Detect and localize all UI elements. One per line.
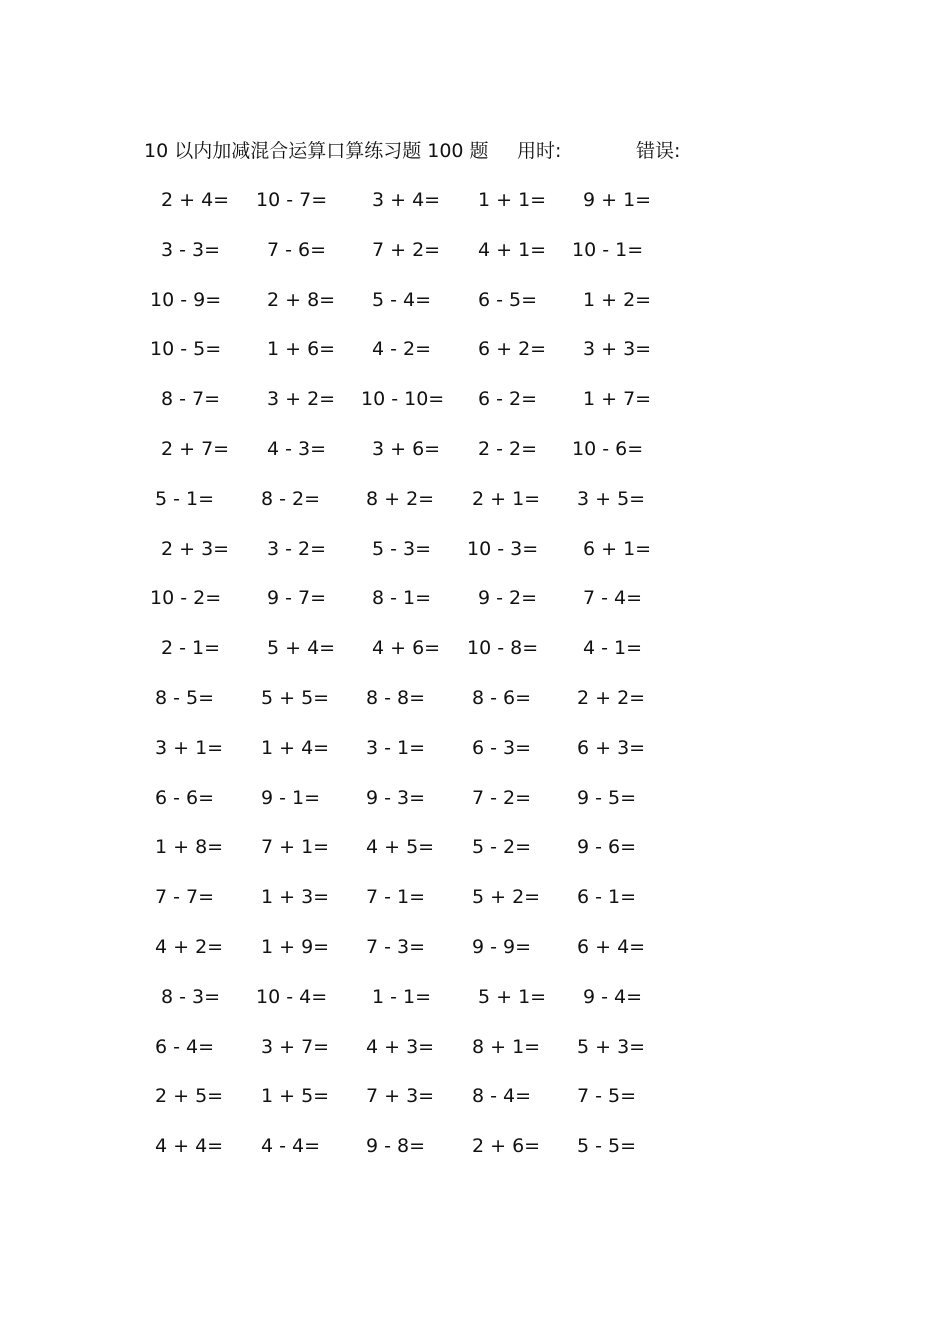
problem-cell: 8 + 2= bbox=[366, 488, 435, 510]
problem-cell: 2 + 3= bbox=[161, 538, 230, 560]
problem-cell: 9 - 7= bbox=[267, 587, 327, 609]
problem-cell: 2 + 6= bbox=[472, 1135, 541, 1157]
problem-cell: 3 + 4= bbox=[372, 189, 441, 211]
problem-cell: 4 + 5= bbox=[366, 836, 435, 858]
problem-cell: 4 + 3= bbox=[366, 1036, 435, 1058]
problem-cell: 6 - 5= bbox=[478, 289, 538, 311]
problem-row bbox=[0, 832, 950, 862]
problem-cell: 5 + 5= bbox=[261, 687, 330, 709]
problem-cell: 3 + 1= bbox=[155, 737, 224, 759]
problem-cell: 6 - 2= bbox=[478, 388, 538, 410]
problem-cell: 10 - 1= bbox=[572, 239, 644, 261]
problem-cell: 2 - 1= bbox=[161, 637, 221, 659]
problem-cell: 1 + 2= bbox=[583, 289, 652, 311]
problem-cell: 1 - 1= bbox=[372, 986, 432, 1008]
problem-cell: 7 - 1= bbox=[366, 886, 426, 908]
problem-cell: 3 - 1= bbox=[366, 737, 426, 759]
problem-row bbox=[0, 683, 950, 713]
problem-cell: 6 - 4= bbox=[155, 1036, 215, 1058]
problem-cell: 2 + 7= bbox=[161, 438, 230, 460]
problem-cell: 9 + 1= bbox=[583, 189, 652, 211]
problem-cell: 9 - 4= bbox=[583, 986, 643, 1008]
problem-cell: 5 - 3= bbox=[372, 538, 432, 560]
problem-row bbox=[0, 185, 950, 215]
problem-cell: 6 + 1= bbox=[583, 538, 652, 560]
problem-cell: 4 - 3= bbox=[267, 438, 327, 460]
problem-cell: 7 - 4= bbox=[583, 587, 643, 609]
problem-cell: 10 - 2= bbox=[150, 587, 222, 609]
problem-cell: 6 + 3= bbox=[577, 737, 646, 759]
problem-cell: 1 + 4= bbox=[261, 737, 330, 759]
problem-cell: 4 - 1= bbox=[583, 637, 643, 659]
problem-cell: 9 - 6= bbox=[577, 836, 637, 858]
problem-cell: 10 - 3= bbox=[467, 538, 539, 560]
problem-cell: 4 + 4= bbox=[155, 1135, 224, 1157]
problem-cell: 9 - 1= bbox=[261, 787, 321, 809]
problem-cell: 7 - 2= bbox=[472, 787, 532, 809]
problem-row bbox=[0, 1131, 950, 1161]
problem-cell: 2 + 8= bbox=[267, 289, 336, 311]
problem-cell: 5 - 1= bbox=[155, 488, 215, 510]
problem-cell: 8 - 4= bbox=[472, 1085, 532, 1107]
problem-row bbox=[0, 1081, 950, 1111]
problem-cell: 7 - 7= bbox=[155, 886, 215, 908]
problem-cell: 5 - 5= bbox=[577, 1135, 637, 1157]
time-used-label: 用时: bbox=[517, 140, 562, 162]
problem-row bbox=[0, 285, 950, 315]
problem-cell: 7 + 3= bbox=[366, 1085, 435, 1107]
problem-cell: 4 + 1= bbox=[478, 239, 547, 261]
problem-cell: 8 - 5= bbox=[155, 687, 215, 709]
problem-cell: 10 - 4= bbox=[256, 986, 328, 1008]
problem-cell: 5 + 3= bbox=[577, 1036, 646, 1058]
problem-cell: 1 + 5= bbox=[261, 1085, 330, 1107]
problem-cell: 5 + 2= bbox=[472, 886, 541, 908]
problem-cell: 10 - 7= bbox=[256, 189, 328, 211]
problem-cell: 7 - 3= bbox=[366, 936, 426, 958]
problem-cell: 6 + 2= bbox=[478, 338, 547, 360]
problem-row bbox=[0, 484, 950, 514]
problem-cell: 7 + 1= bbox=[261, 836, 330, 858]
problem-cell: 3 + 6= bbox=[372, 438, 441, 460]
problem-cell: 4 - 2= bbox=[372, 338, 432, 360]
problem-cell: 4 + 2= bbox=[155, 936, 224, 958]
problem-row bbox=[0, 1032, 950, 1062]
problem-cell: 9 - 5= bbox=[577, 787, 637, 809]
problem-row bbox=[0, 932, 950, 962]
problem-row bbox=[0, 882, 950, 912]
problem-cell: 9 - 2= bbox=[478, 587, 538, 609]
problem-cell: 1 + 6= bbox=[267, 338, 336, 360]
problem-cell: 10 - 6= bbox=[572, 438, 644, 460]
problem-cell: 3 + 5= bbox=[577, 488, 646, 510]
problem-row bbox=[0, 982, 950, 1012]
problem-cell: 5 + 1= bbox=[478, 986, 547, 1008]
problem-cell: 3 - 2= bbox=[267, 538, 327, 560]
problem-cell: 1 + 7= bbox=[583, 388, 652, 410]
problem-cell: 1 + 1= bbox=[478, 189, 547, 211]
problem-cell: 9 - 9= bbox=[472, 936, 532, 958]
problem-cell: 6 - 6= bbox=[155, 787, 215, 809]
problem-cell: 1 + 3= bbox=[261, 886, 330, 908]
problem-cell: 1 + 9= bbox=[261, 936, 330, 958]
problem-row bbox=[0, 534, 950, 564]
problem-cell: 3 + 3= bbox=[583, 338, 652, 360]
problem-cell: 8 - 8= bbox=[366, 687, 426, 709]
problem-cell: 2 + 1= bbox=[472, 488, 541, 510]
problem-cell: 9 - 3= bbox=[366, 787, 426, 809]
problem-row bbox=[0, 334, 950, 364]
problem-cell: 5 - 2= bbox=[472, 836, 532, 858]
problem-row bbox=[0, 434, 950, 464]
problem-cell: 2 + 2= bbox=[577, 687, 646, 709]
problem-cell: 2 - 2= bbox=[478, 438, 538, 460]
problem-row bbox=[0, 583, 950, 613]
problem-cell: 8 - 7= bbox=[161, 388, 221, 410]
problem-row bbox=[0, 235, 950, 265]
problem-cell: 10 - 10= bbox=[361, 388, 445, 410]
problem-cell: 10 - 5= bbox=[150, 338, 222, 360]
problem-cell: 4 + 6= bbox=[372, 637, 441, 659]
problem-cell: 10 - 9= bbox=[150, 289, 222, 311]
problem-cell: 6 + 4= bbox=[577, 936, 646, 958]
problem-cell: 1 + 8= bbox=[155, 836, 224, 858]
problem-cell: 8 - 6= bbox=[472, 687, 532, 709]
problem-cell: 5 - 4= bbox=[372, 289, 432, 311]
problem-cell: 8 - 1= bbox=[372, 587, 432, 609]
problem-cell: 6 - 1= bbox=[577, 886, 637, 908]
problem-cell: 7 - 6= bbox=[267, 239, 327, 261]
problem-cell: 2 + 4= bbox=[161, 189, 230, 211]
problem-cell: 7 + 2= bbox=[372, 239, 441, 261]
problem-cell: 9 - 8= bbox=[366, 1135, 426, 1157]
problem-cell: 5 + 4= bbox=[267, 637, 336, 659]
problem-row bbox=[0, 384, 950, 414]
problem-cell: 6 - 3= bbox=[472, 737, 532, 759]
problem-cell: 3 - 3= bbox=[161, 239, 221, 261]
problem-cell: 8 - 3= bbox=[161, 986, 221, 1008]
problem-cell: 7 - 5= bbox=[577, 1085, 637, 1107]
problem-row bbox=[0, 733, 950, 763]
problem-row bbox=[0, 783, 950, 813]
problem-cell: 10 - 8= bbox=[467, 637, 539, 659]
problem-cell: 3 + 2= bbox=[267, 388, 336, 410]
problem-row bbox=[0, 633, 950, 663]
worksheet-title: 10 以内加减混合运算口算练习题 100 题 bbox=[144, 140, 489, 162]
problem-cell: 8 + 1= bbox=[472, 1036, 541, 1058]
problem-cell: 2 + 5= bbox=[155, 1085, 224, 1107]
errors-label: 错误: bbox=[636, 140, 681, 162]
problem-cell: 4 - 4= bbox=[261, 1135, 321, 1157]
problem-cell: 8 - 2= bbox=[261, 488, 321, 510]
problem-cell: 3 + 7= bbox=[261, 1036, 330, 1058]
